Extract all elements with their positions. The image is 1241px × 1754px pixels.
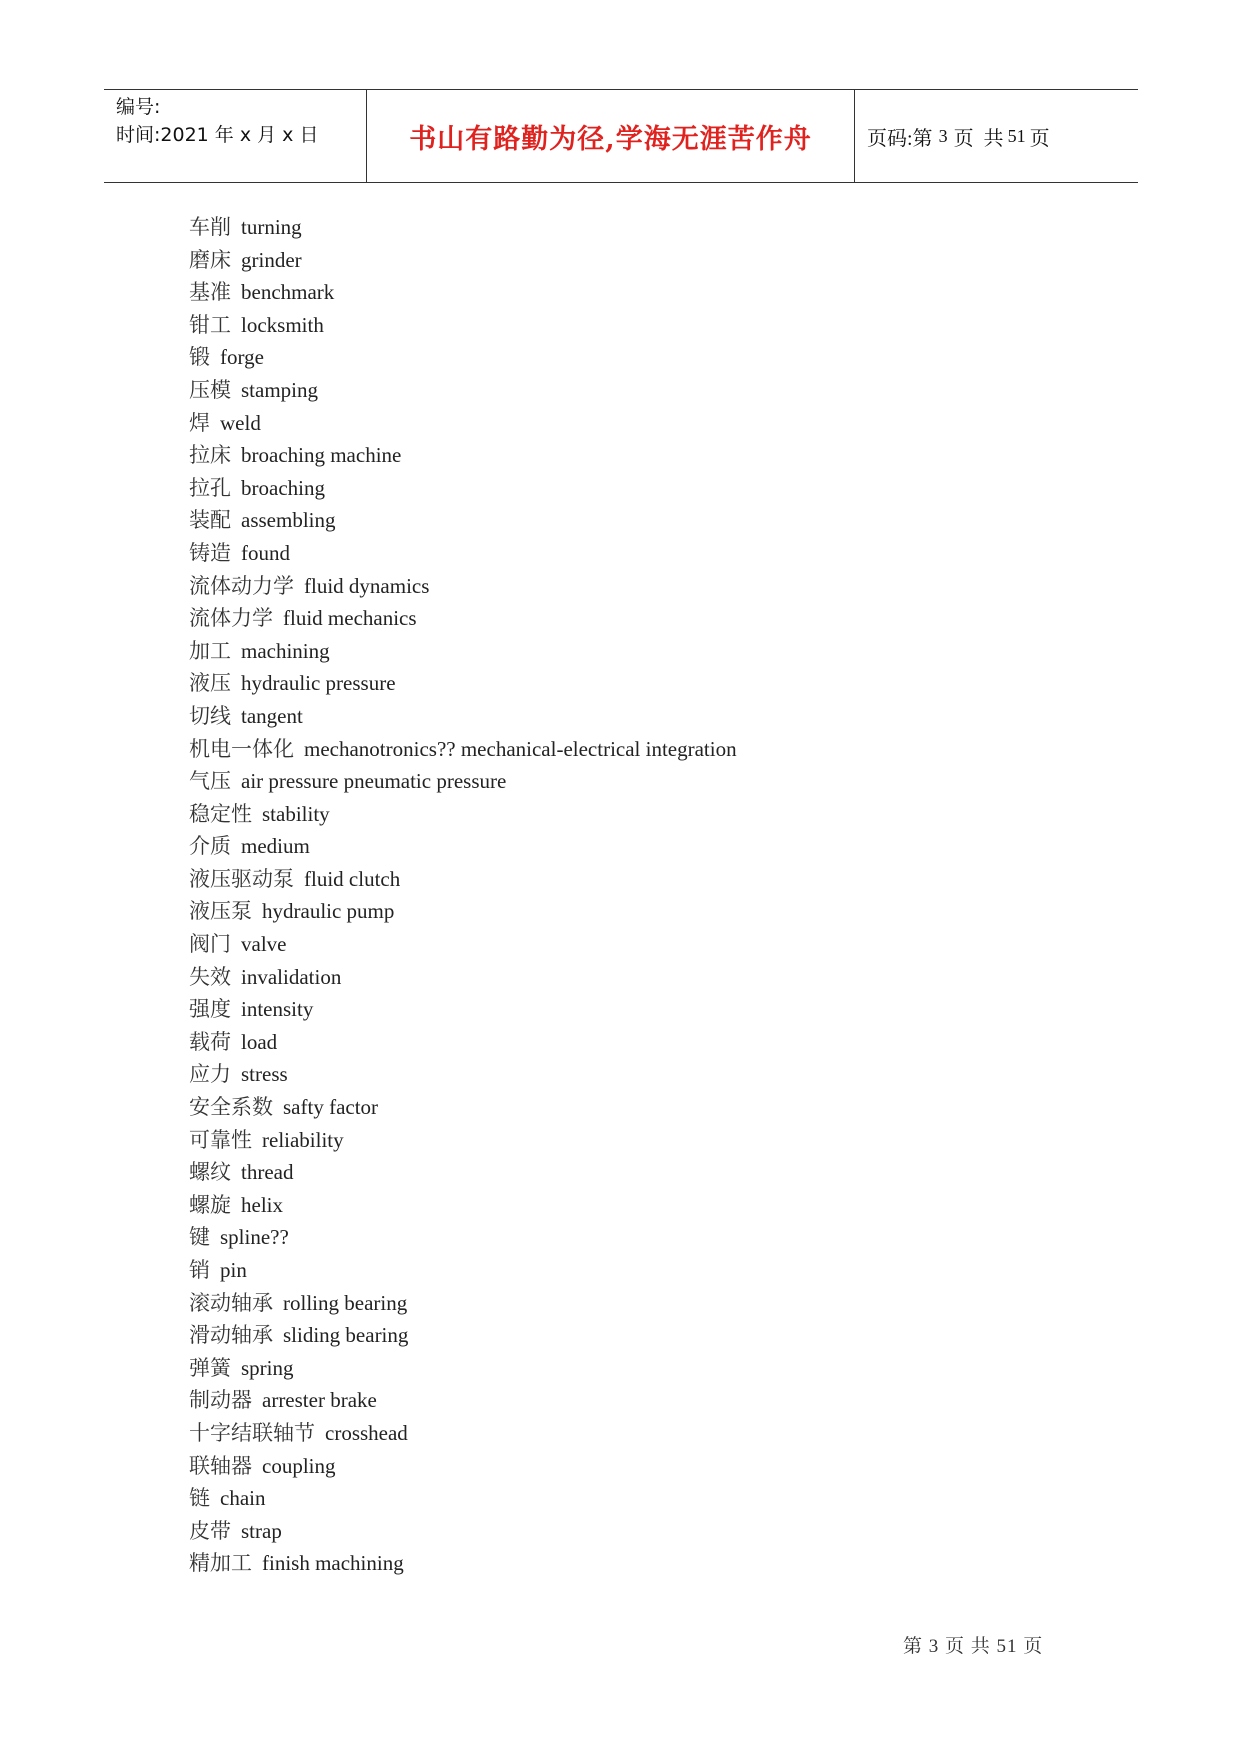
term-english: assembling (241, 508, 336, 533)
term-english: arrester brake (262, 1388, 377, 1413)
term-english: finish machining (262, 1551, 404, 1576)
term-chinese: 精加工 (189, 1551, 252, 1576)
glossary-entry (189, 700, 737, 733)
term-english: helix (241, 1192, 283, 1217)
glossary-entry (189, 961, 737, 994)
term-english: found (241, 540, 290, 565)
term-chinese: 阀门 (189, 932, 231, 957)
term-chinese: 稳定性 (189, 801, 252, 826)
glossary-entry (189, 1417, 737, 1450)
term-chinese: 滑动轴承 (189, 1323, 273, 1348)
term-chinese: 铸造 (189, 540, 231, 565)
term-chinese: 机电一体化 (189, 736, 294, 761)
glossary-entry (189, 733, 737, 766)
term-english: air pressure pneumatic pressure (241, 769, 507, 794)
term-chinese: 流体动力学 (189, 573, 294, 598)
term-chinese: 十字结联轴节 (189, 1420, 315, 1445)
glossary-entry (189, 504, 737, 537)
glossary-entry (189, 1189, 737, 1222)
header-motto-cell (367, 90, 855, 182)
glossary-entry (189, 863, 737, 896)
term-chinese: 皮带 (189, 1518, 231, 1543)
term-english: intensity (241, 997, 314, 1022)
term-chinese: 车削 (189, 215, 231, 239)
glossary-entry (189, 667, 737, 700)
term-english: crosshead (325, 1420, 408, 1445)
term-english: spring (241, 1355, 294, 1380)
term-english: safty factor (283, 1095, 379, 1120)
glossary-entry (189, 1091, 737, 1124)
term-english: fluid dynamics (304, 573, 430, 598)
glossary-entry (189, 211, 737, 244)
term-english: rolling bearing (283, 1290, 408, 1315)
term-chinese: 基准 (189, 280, 231, 305)
glossary-entry (189, 993, 737, 1026)
term-english: coupling (262, 1453, 336, 1478)
glossary-entry (189, 1026, 737, 1059)
page-total: 51 (1007, 125, 1026, 146)
term-english: fluid clutch (304, 866, 401, 891)
term-english: hydraulic pump (262, 899, 395, 924)
term-chinese: 气压 (189, 769, 231, 794)
term-english: sliding bearing (283, 1323, 409, 1348)
term-chinese: 滚动轴承 (189, 1290, 273, 1315)
term-english: broaching (241, 475, 325, 500)
term-english: hydraulic pressure (241, 671, 396, 696)
glossary-entry (189, 537, 737, 570)
motto-text: 书山有路勤为径,学海无涯苦作舟 (409, 123, 812, 155)
term-chinese: 流体力学 (189, 606, 273, 631)
term-english: thread (241, 1160, 294, 1185)
glossary-entry (189, 1254, 737, 1287)
term-chinese: 切线 (189, 703, 231, 728)
term-chinese: 介质 (189, 834, 231, 859)
term-chinese: 制动器 (189, 1388, 252, 1413)
term-chinese: 钳工 (189, 312, 231, 337)
term-chinese: 弹簧 (189, 1355, 231, 1380)
term-chinese: 失效 (189, 964, 231, 989)
term-english: reliability (262, 1127, 344, 1152)
page-mid-label: 页 共 (953, 127, 1004, 150)
glossary-entry (189, 244, 737, 277)
term-chinese: 液压泵 (189, 899, 252, 924)
glossary-entry (189, 1482, 737, 1515)
term-english: fluid mechanics (283, 606, 417, 631)
term-chinese: 液压驱动泵 (189, 866, 294, 891)
glossary-entry (189, 830, 737, 863)
glossary-entry (189, 1319, 737, 1352)
time-label: 时间:2021 年 x 月 x 日 (116, 124, 319, 146)
glossary-entry (189, 1287, 737, 1320)
term-chinese: 拉孔 (189, 475, 231, 500)
term-chinese: 强度 (189, 997, 231, 1022)
header-meta-cell (104, 90, 367, 182)
term-english: pin (220, 1258, 247, 1282)
term-chinese: 联轴器 (189, 1453, 252, 1478)
glossary-entry (189, 798, 737, 831)
term-chinese: 键 (189, 1225, 210, 1250)
glossary-entry (189, 1221, 737, 1254)
page-label: 页码:第 (867, 127, 933, 150)
glossary-entry (189, 895, 737, 928)
term-chinese: 装配 (189, 508, 231, 533)
term-english: stability (262, 801, 330, 826)
term-chinese: 链 (189, 1486, 210, 1511)
page-current: 3 (938, 125, 948, 146)
glossary-entry (189, 341, 737, 374)
term-english: stress (241, 1062, 288, 1087)
glossary-entry (189, 407, 737, 440)
term-chinese: 螺旋 (189, 1192, 231, 1217)
term-chinese: 锻 (189, 345, 210, 370)
glossary-entry (189, 1124, 737, 1157)
term-chinese: 安全系数 (189, 1095, 273, 1120)
term-english: turning (241, 215, 302, 239)
glossary-entry (189, 276, 737, 309)
term-english: medium (241, 834, 310, 859)
glossary-entry (189, 1058, 737, 1091)
term-chinese: 拉床 (189, 443, 231, 468)
header-page-cell (855, 90, 1138, 182)
term-english: forge (220, 345, 264, 370)
glossary-entry (189, 309, 737, 342)
term-english: mechanotronics?? mechanical-electrical integration (304, 736, 737, 761)
glossary-entry (189, 1156, 737, 1189)
glossary-entry (189, 439, 737, 472)
term-english: load (241, 1029, 278, 1054)
page-suffix: 页 (1029, 127, 1050, 150)
term-english: broaching machine (241, 443, 402, 468)
term-chinese: 磨床 (189, 247, 231, 272)
number-label: 编号: (116, 96, 161, 118)
term-chinese: 可靠性 (189, 1127, 252, 1152)
term-english: weld (220, 410, 261, 435)
term-english: stamping (241, 377, 318, 402)
term-chinese: 加工 (189, 638, 231, 663)
term-chinese: 螺纹 (189, 1160, 231, 1185)
glossary-entry (189, 602, 737, 635)
glossary-entry (189, 1384, 737, 1417)
term-chinese: 焊 (189, 410, 210, 435)
term-chinese: 载荷 (189, 1029, 231, 1054)
glossary-entry (189, 765, 737, 798)
term-english: benchmark (241, 280, 335, 305)
term-english: locksmith (241, 312, 324, 337)
glossary-entry (189, 1450, 737, 1483)
glossary-entry (189, 374, 737, 407)
term-chinese: 销 (189, 1258, 210, 1282)
glossary-entry (189, 570, 737, 603)
glossary-entry (189, 928, 737, 961)
glossary-entry (189, 1515, 737, 1548)
term-chinese: 应力 (189, 1062, 231, 1087)
glossary-entry (189, 472, 737, 505)
term-english: spline?? (220, 1225, 289, 1250)
glossary-entry (189, 635, 737, 668)
glossary-list (189, 211, 737, 1580)
glossary-entry (189, 1547, 737, 1580)
term-english: strap (241, 1518, 282, 1543)
term-english: grinder (241, 247, 302, 272)
term-english: invalidation (241, 964, 342, 989)
term-english: machining (241, 638, 330, 663)
glossary-entry (189, 1352, 737, 1385)
page-footer: 第 3 页 共 51 页 (903, 1636, 1044, 1657)
term-english: valve (241, 932, 287, 957)
term-chinese: 压模 (189, 377, 231, 402)
term-chinese: 液压 (189, 671, 231, 696)
term-english: tangent (241, 703, 303, 728)
page-header (104, 89, 1138, 183)
term-english: chain (220, 1486, 266, 1511)
